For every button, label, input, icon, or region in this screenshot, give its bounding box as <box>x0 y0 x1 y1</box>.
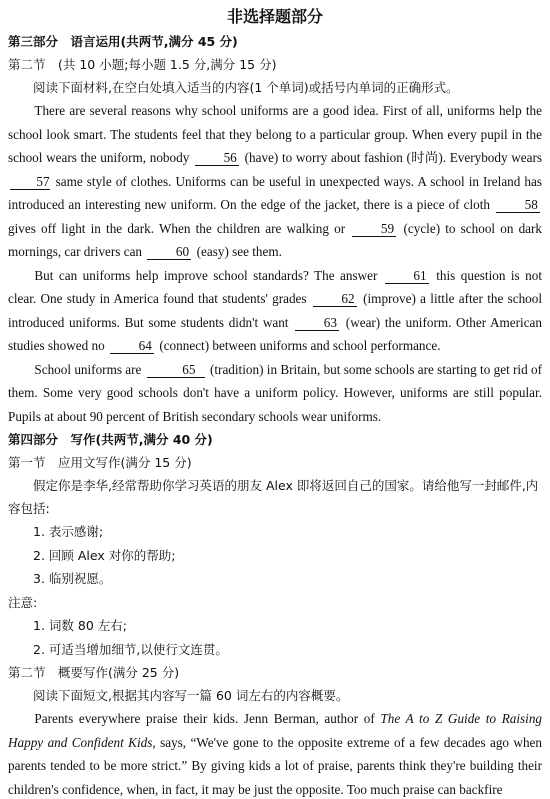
part3-heading: 第三部分 语言运用(共两节,满分 45 分) <box>8 34 238 49</box>
blank-62[interactable]: 62 <box>313 292 357 307</box>
prompt-item-2: 2. 回顾 Alex 对你的帮助; <box>33 547 176 563</box>
passage-text: (improve) a little after the school introduced uniforms. But some students didn't want <box>8 291 543 330</box>
passage-text: this question is not clear. One study in America found that students' grades <box>8 267 542 306</box>
blank-56[interactable]: 56 <box>195 151 239 166</box>
passage-text: (cycle) to school on dark mornings, car drivers can <box>8 220 543 259</box>
passage-text: same style of clothes. Uniforms can be useful in unexpected ways. A school in Ireland has introduced an interesting new uniform. On the edge of the jacket, there is a piece of cloth <box>8 173 543 212</box>
blank-60[interactable]: 60 <box>147 245 191 260</box>
part4-section1-heading: 第一节 应用文写作(满分 15 分) <box>8 455 192 470</box>
part4-heading: 第四部分 写作(共两节,满分 40 分) <box>8 432 213 447</box>
passage-text: (tradition) in Britain, but some schools are starting to get rid of them. Some very good schools don't have a uniform policy. However, uniforms are still popular. Pupils at about 90 percent of British secondary schools wear uniforms. <box>8 361 542 424</box>
passage-text: There are several reasons why school uniforms are a good idea. First of all, uniforms help the school look smart. The students feel that they belong to a particular group. When every pupil in the school wears the uniform, nobody <box>8 103 542 165</box>
note-item-1: 1. 词数 80 左右; <box>33 618 127 633</box>
blank-65[interactable]: 65 <box>147 363 205 378</box>
passage-paragraph-3 <box>8 358 542 429</box>
blank-58[interactable]: 58 <box>496 198 540 213</box>
summary-instruction: 阅读下面短文,根据其内容写一篇 60 词左右的内容概要。 <box>33 688 349 703</box>
prompt-item-3: 3. 临别祝愿。 <box>33 571 112 586</box>
passage-text: (wear) the uniform. Other American studies showed no <box>8 314 543 353</box>
summary-passage <box>8 707 542 799</box>
blank-61[interactable]: 61 <box>385 269 429 284</box>
passage-paragraph-1 <box>8 99 542 264</box>
passage-text: (have) to worry about fashion (时尚). Everybody wears <box>244 150 543 165</box>
passage-text: (connect) between uniforms and school performance. <box>159 338 441 353</box>
blank-63[interactable]: 63 <box>295 316 339 331</box>
part3-instruction: 阅读下面材料,在空白处填入适当的内容(1 个单词)或括号内单词的正确形式。 <box>33 80 459 95</box>
passage-text: School uniforms are <box>34 361 142 377</box>
passage-text: Parents everywhere praise their kids. Jenn Berman, author of <box>34 711 375 726</box>
passage-text: gives off light in the dark. When the children are walking or <box>8 220 346 236</box>
part4-section2-heading: 第二节 概要写作(满分 25 分) <box>8 665 180 680</box>
passage-text: But can uniforms help improve school standards? The answer <box>34 267 378 283</box>
passage-text: , says, “We've gone to the opposite extreme of a few decades ago when parents tended to be more strict.” By giving kids a lot of praise, parents think they're building their children's confidence, when, in fact, it may be just the opposite. Too much praise can backfire <box>8 734 542 797</box>
passage-paragraph-2 <box>8 264 542 358</box>
book-title: The A to Z Guide to Raising Happy and Confident Kids <box>8 711 543 750</box>
note-item-2: 2. 可适当增加细节,以使行文连贯。 <box>33 641 228 657</box>
prompt-item-1: 1. 表示感谢; <box>33 524 104 539</box>
blank-57[interactable]: 57 <box>10 175 50 190</box>
part3-section2-heading: 第二节 (共 10 小题;每小题 1.5 分,满分 15 分) <box>8 57 277 72</box>
note-label: 注意: <box>8 594 38 610</box>
passage-text: (easy) see them. <box>196 244 282 259</box>
blank-64[interactable]: 64 <box>110 339 154 354</box>
page-title: 非选择题部分 <box>226 7 323 26</box>
blank-59[interactable]: 59 <box>352 222 396 237</box>
writing-prompt: 假定你是李华,经常帮助你学习英语的朋友 Alex 即将返回自己的国家。请给他写一封邮件,内容包括: <box>8 478 539 516</box>
